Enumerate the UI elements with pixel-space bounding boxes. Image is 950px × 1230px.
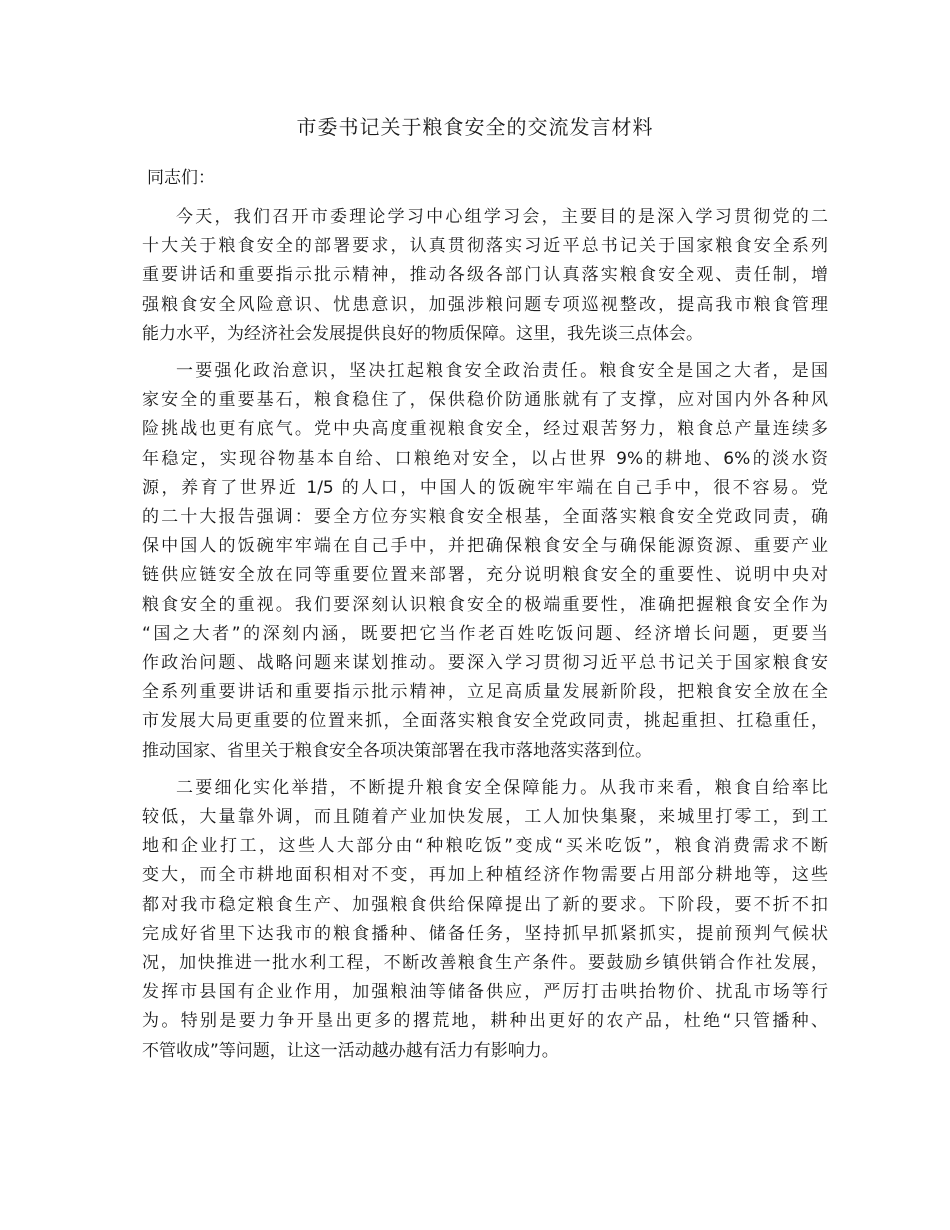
paragraph-line: 况，加快推进一批水利工程，不断改善粮食生产条件。要鼓励乡镇供销合作社发展，: [142, 953, 828, 974]
paragraph-line: 市发展大局更重要的位置来抓，全面落实粮食安全党政同责，挑起重担、扛稳重任，: [142, 711, 828, 732]
paragraph-line: 发挥市县国有企业作用，加强粮油等储备供应，严厉打击哄抬物价、扰乱市场等行: [142, 982, 828, 1003]
paragraph-line: 年稳定，实现谷物基本自给、口粮绝对安全，以占世界 9%的耕地、6%的淡水资: [142, 448, 828, 469]
paragraph-line: 能力水平，为经济社会发展提供良好的物质保障。这里，我先谈三点体会。: [142, 323, 703, 344]
paragraph-line: 为。特别是要力争开垦出更多的撂荒地，耕种出更好的农产品，杜绝“只管播种、: [142, 1011, 828, 1032]
paragraph-line: 保中国人的饭碗牢牢端在自己手中，并把确保粮食安全与确保能源资源、重要产业: [142, 536, 828, 557]
paragraph-line: 变大，而全市耕地面积相对不变，再加上种植经济作物需要占用部分耕地等，这些: [142, 865, 828, 886]
document-title: 市委书记关于粮食安全的交流发言材料: [296, 115, 654, 139]
paragraph-line: 全系列重要讲话和重要指示批示精神，立足高质量发展新阶段，把粮食安全放在全: [142, 682, 828, 703]
salutation: 同志们：: [147, 168, 215, 188]
paragraph-line: 二要细化实化举措，不断提升粮食安全保障能力。从我市来看，粮食自给率比: [176, 777, 828, 798]
paragraph-line: 险挑战也更有底气。党中央高度重视粮食安全，经过艰苦努力，粮食总产量连续多: [142, 419, 828, 440]
paragraph-line: 推动国家、省里关于粮食安全各项决策部署在我市落地落实落到位。: [142, 740, 652, 761]
paragraph-line: 都对我市稳定粮食生产、加强粮食供给保障提出了新的要求。下阶段，要不折不扣: [142, 894, 828, 915]
paragraph-line: 今天，我们召开市委理论学习中心组学习会，主要目的是深入学习贯彻党的二: [176, 207, 828, 227]
paragraph-line: 完成好省里下达我市的粮食播种、储备任务，坚持抓早抓紧抓实，提前预判气候状: [142, 923, 828, 944]
body-paragraph: [142, 357, 828, 766]
paragraph-line: 重要讲话和重要指示批示精神，推动各级各部门认真落实粮食安全观、责任制，增: [142, 265, 828, 286]
paragraph-line: 粮食安全的重视。我们要深刻认识粮食安全的极端重要性，准确把握粮食安全作为: [142, 594, 828, 615]
paragraph-line: 强粮食安全风险意识、忧患意识，加强涉粮问题专项巡视整改，提高我市粮食管理: [142, 294, 828, 315]
paragraph-line: 作政治问题、战略问题来谋划推动。要深入学习贯彻习近平总书记关于国家粮食安: [142, 653, 828, 674]
paragraph-line: 链供应链安全放在同等重要位置来部署，充分说明粮食安全的重要性、说明中央对: [142, 565, 828, 586]
paragraph-line: “国之大者”的深刻内涵，既要把它当作老百姓吃饭问题、经济增长问题，更要当: [142, 623, 828, 644]
paragraph-line: 的二十大报告强调：要全方位夯实粮食安全根基，全面落实粮食安全党政同责，确: [142, 507, 828, 528]
body-paragraph: [142, 774, 828, 1066]
paragraph-line: 较低，大量靠外调，而且随着产业加快发展，工人加快集聚，来城里打零工，到工: [142, 807, 828, 828]
paragraph-line: 不管收成”等问题，让这一活动越办越有活力有影响力。: [142, 1040, 559, 1061]
paragraph-line: 家安全的重要基石，粮食稳住了，保供稳价防通胀就有了支撑，应对国内外各种风: [142, 390, 828, 411]
body-paragraph: [142, 203, 828, 349]
paragraph-line: 地和企业打工，这些人大部分由“种粮吃饭”变成“买米吃饭”，粮食消费需求不断: [142, 836, 828, 857]
document-body: [142, 203, 828, 1074]
paragraph-line: 源，养育了世界近 1/5 的人口，中国人的饭碗牢牢端在自己手中，很不容易。党: [142, 477, 828, 498]
paragraph-line: 十大关于粮食安全的部署要求，认真贯彻落实习近平总书记关于国家粮食安全系列: [142, 236, 828, 257]
paragraph-line: 一要强化政治意识，坚决扛起粮食安全政治责任。粮食安全是国之大者，是国: [176, 361, 828, 382]
